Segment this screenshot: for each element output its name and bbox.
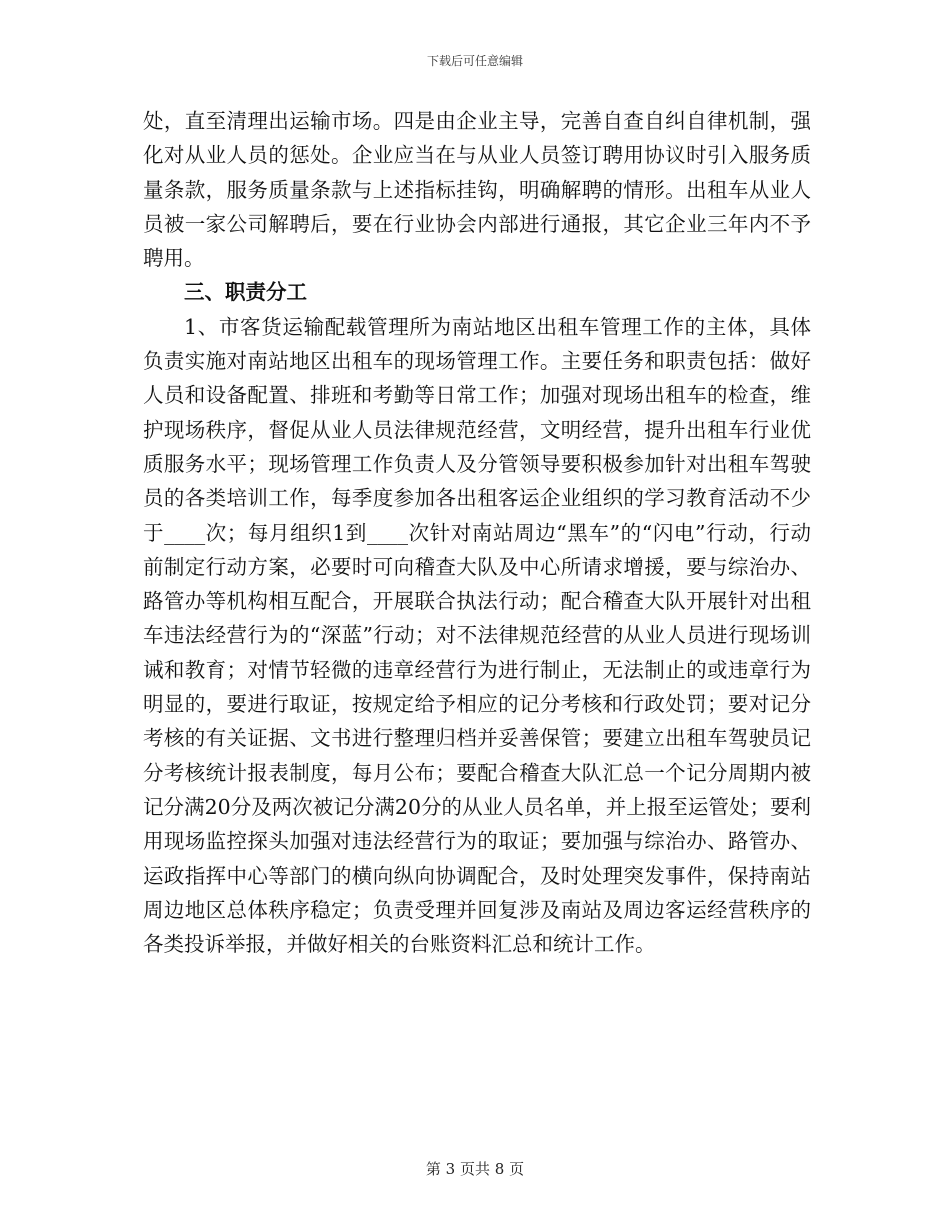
paragraph-continued: 处，直至清理出运输市场。四是由企业主导，完善自查自纠自律机制，强化对从业人员的惩处。企业应当在与从业人员签订聘用协议时引入服务质量条款，服务质量条款与上述指标挂钩，明确解聘的情形。出租车从业人员被一家公司解聘后，要在行业协会内部进行通报，其它企业三年内不予聘用。 [143, 109, 811, 271]
page-footer: 第 3 页共 8 页 [425, 1160, 525, 1178]
page-header: 下载后可任意编辑 [426, 54, 523, 68]
section-title: 三、职责分工 [184, 280, 307, 305]
document-body [143, 104, 811, 961]
paragraph-1: 1、市客货运输配载管理所为南站地区出租车管理工作的主体，具体负责实施对南站地区出租车的现场管理工作。主要任务和职责包括：做好人员和设备配置、排班和考勤等日常工作；加强对现场出租车的检查，维护现场秩序，督促从业人员法律规范经营，文明经营，提升出租车行业优质服务水平；现场管理工作负责人及分管领导要积极参加针对出租车驾驶员的各类培训工作，每季度参加各出租客运企业组织的学习教育活动不少于____次；每月组织1到____次针对南站周边“黑车”的“闪电”行动，行动前制定行动方案，必要时可向稽查大队及中心所请求增援，要与综治办、路管办等机构相互配合，开展联合执法行动；配合稽查大队开展针对出租车违法经营行为的“深蓝”行动；对不法律规范经营的从业人员进行现场训诫和教育；对情节轻微的违章经营行为进行制止，无法制止的或违章行为明显的，要进行取证，按规定给予相应的记分考核和行政处罚；要对记分考核的有关证据、文书进行整理归档并妥善保管；要建立出租车驾驶员记分考核统计报表制度，每月公布；要配合稽查大队汇总一个记分周期内被记分满20分及两次被记分满20分的从业人员名单，并上报至运管处；要利用现场监控探头加强对违法经营行为的取证；要加强与综治办、路管办、运政指挥中心等部门的横向纵向协调配合，及时处理突发事件，保持南站周边地区总体秩序稳定；负责受理并回复涉及南站及周边客运经营秩序的各类投诉举报，并做好相关的台账资料汇总和统计工作。 [143, 314, 811, 957]
